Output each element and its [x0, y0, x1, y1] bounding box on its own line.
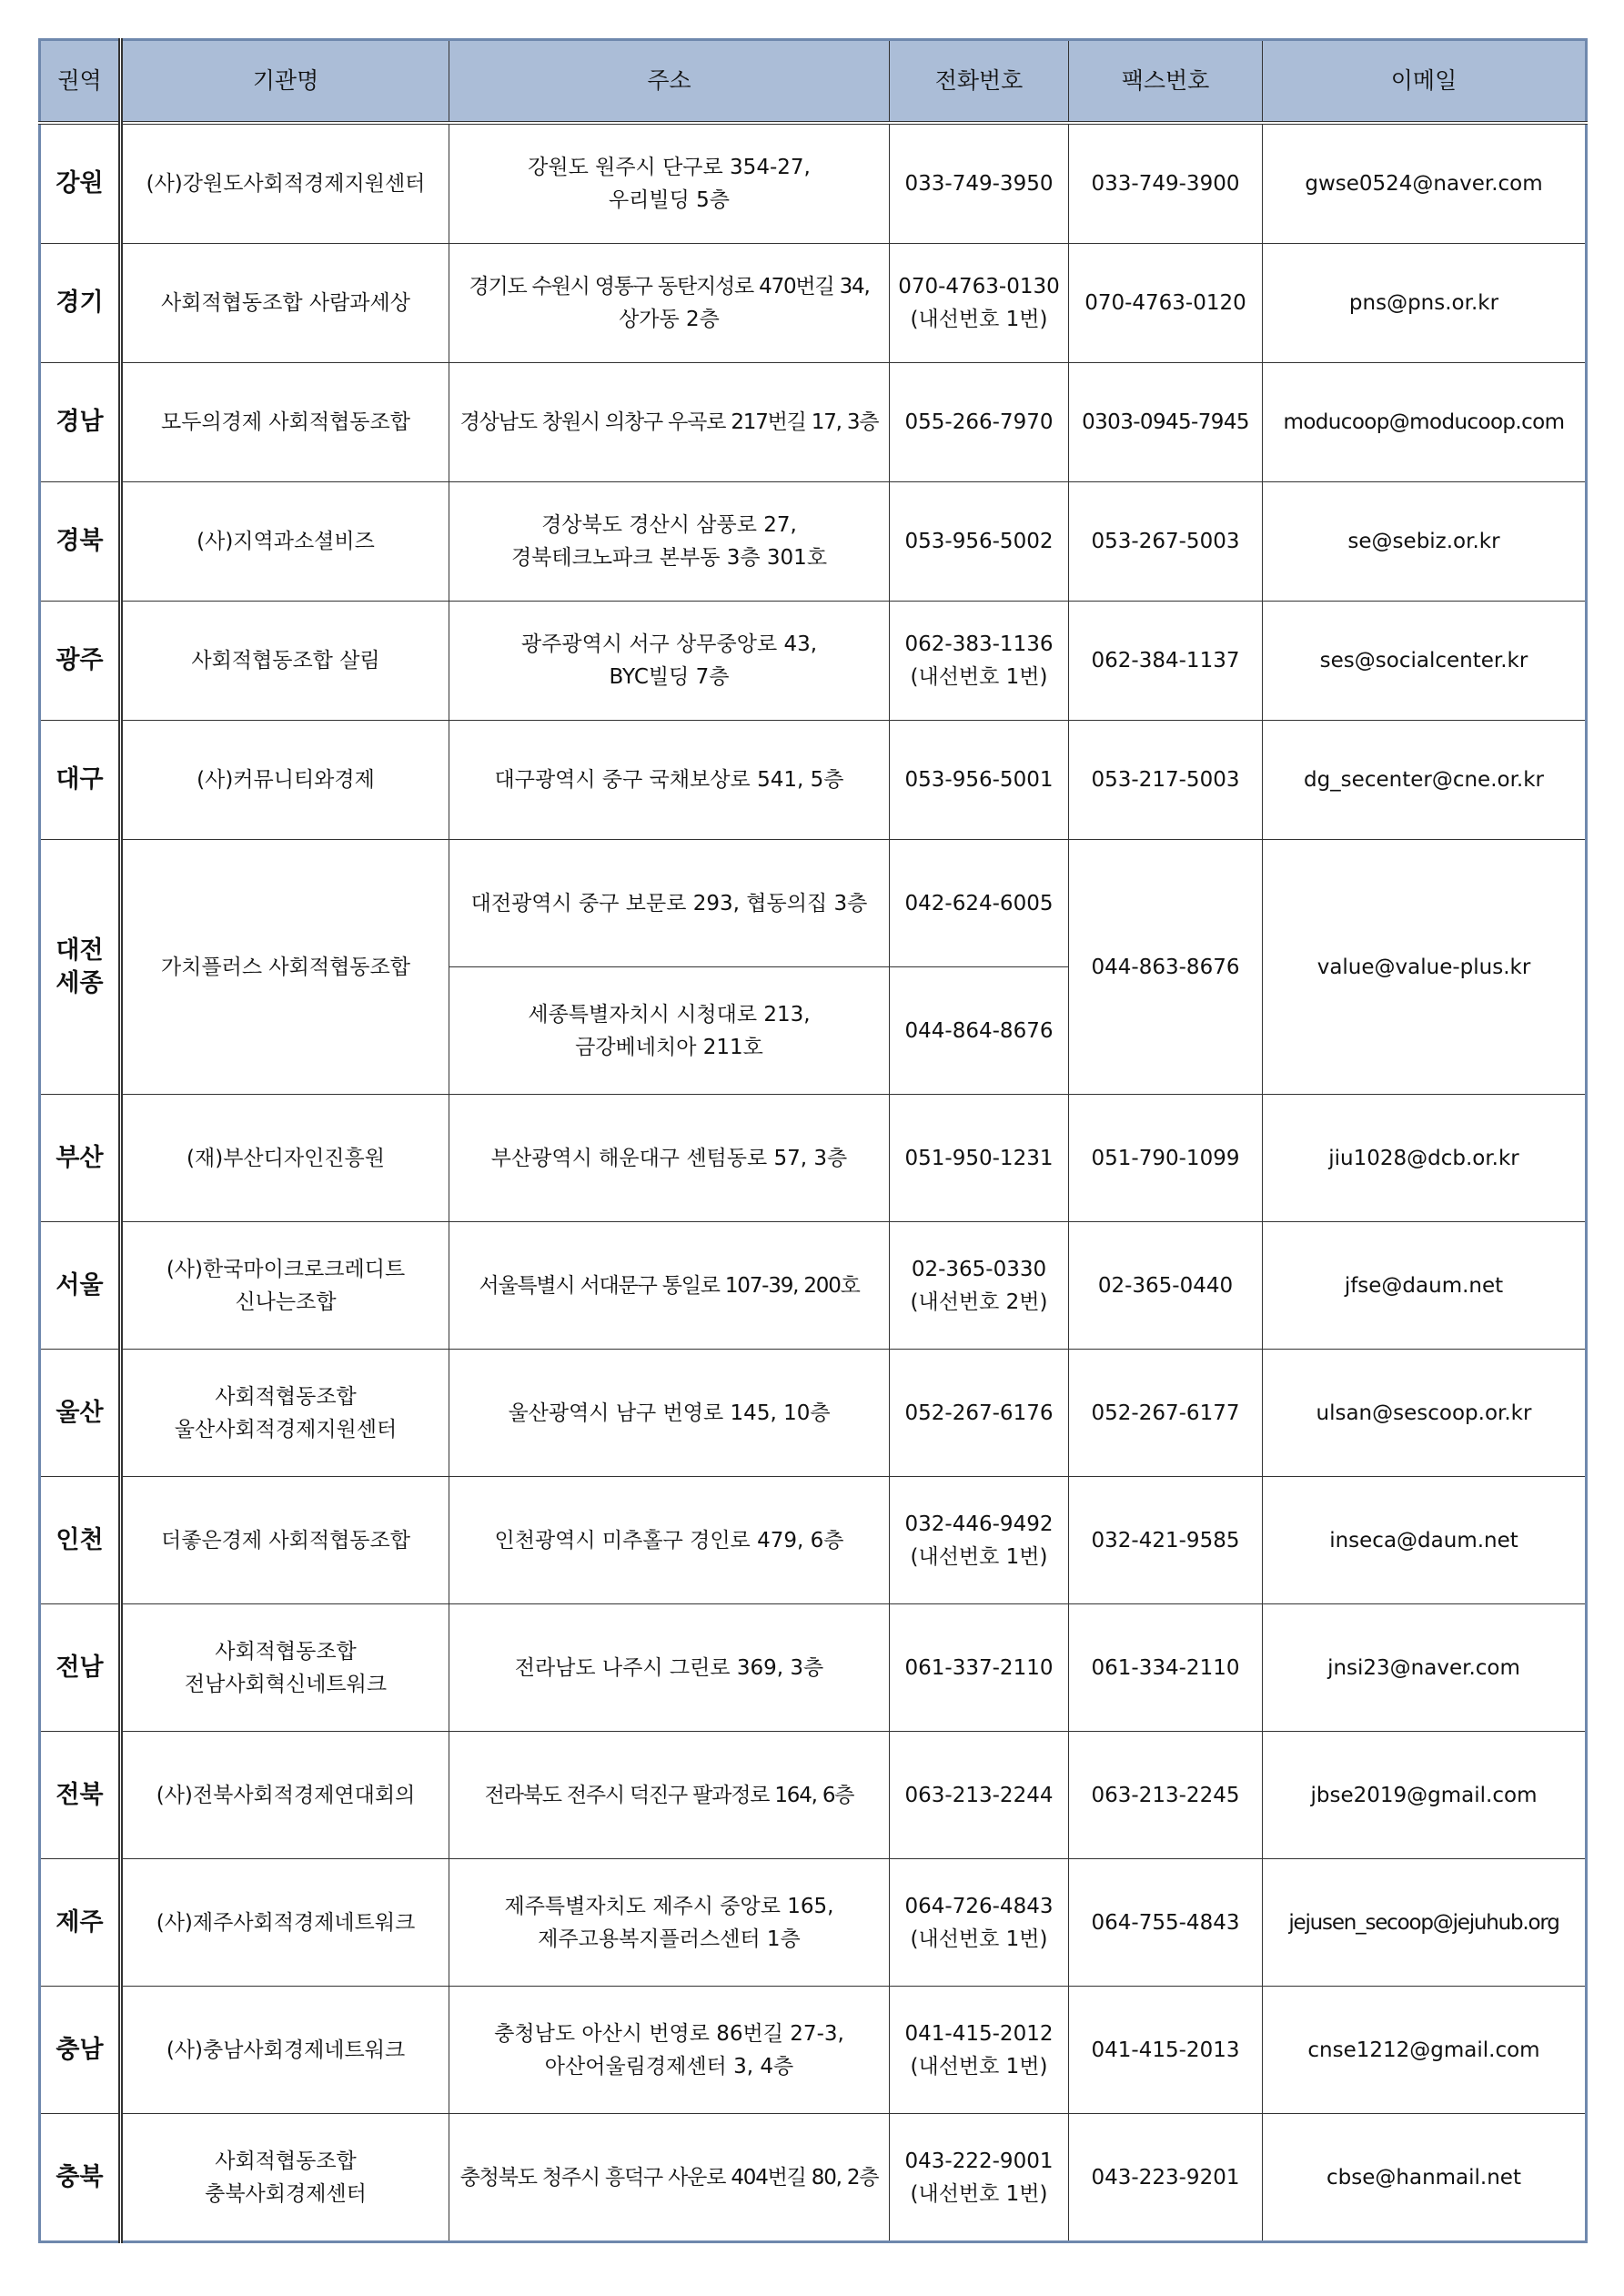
phone-cell: 042-624-6005 — [890, 840, 1069, 967]
org-line: 사회적협동조합 — [215, 1639, 357, 1664]
org-cell — [121, 1987, 449, 2114]
org-line: 전남사회혁신네트워크 — [184, 1672, 388, 1696]
email-cell: se@sebiz.or.kr — [1263, 482, 1587, 602]
table-row — [40, 1350, 1587, 1477]
address-line: 경기도 수원시 영통구 동탄지성로 470번길 34, — [469, 275, 870, 298]
phone-line: 053-956-5001 — [904, 768, 1054, 792]
phone-extension: (내선번호 2번) — [910, 1290, 1048, 1314]
phone-cell — [890, 2114, 1069, 2242]
phone-cell — [890, 602, 1069, 721]
table-row — [40, 1222, 1587, 1350]
address-cell — [449, 1859, 890, 1987]
region-cell: 대구 — [40, 721, 121, 840]
org-cell — [121, 1604, 449, 1732]
address-cell — [449, 1095, 890, 1222]
phone-line: 051-950-1231 — [904, 1146, 1054, 1170]
address-line: 금강베네치아 211호 — [575, 1035, 763, 1059]
email-cell: jejusen_secoop@jejuhub.org — [1263, 1859, 1587, 1987]
header-address: 주소 — [449, 40, 890, 124]
address-line: 충청남도 아산시 번영로 86번길 27-3, — [494, 2021, 844, 2046]
fax-cell: 053-217-5003 — [1069, 721, 1263, 840]
email-cell: inseca@daum.net — [1263, 1477, 1587, 1604]
address-cell — [449, 840, 890, 967]
address-line: 인천광역시 미추홀구 경인로 479, 6층 — [494, 1528, 844, 1553]
phone-cell — [890, 482, 1069, 602]
table-row — [40, 1732, 1587, 1859]
phone-line: 064-726-4843 — [904, 1894, 1054, 1918]
region-line: 대전 — [55, 936, 104, 965]
address-line: 강원도 원주시 단구로 354-27, — [528, 156, 811, 179]
email-cell: value@value-plus.kr — [1263, 840, 1587, 1095]
org-cell — [121, 1350, 449, 1477]
address-cell — [449, 1732, 890, 1859]
phone-cell — [890, 244, 1069, 363]
org-cell — [121, 721, 449, 840]
region-cell — [40, 840, 121, 1095]
phone-extension: (내선번호 1번) — [910, 308, 1048, 331]
table-row — [40, 1859, 1587, 1987]
phone-cell — [890, 123, 1069, 244]
org-cell — [121, 1859, 449, 1987]
fax-cell: 041-415-2013 — [1069, 1987, 1263, 2114]
table-row — [40, 1095, 1587, 1222]
fax-cell: 02-365-0440 — [1069, 1222, 1263, 1350]
org-cell — [121, 1732, 449, 1859]
fax-cell: 061-334-2110 — [1069, 1604, 1263, 1732]
phone-cell — [890, 1604, 1069, 1732]
phone-cell — [890, 1222, 1069, 1350]
header-org: 기관명 — [121, 40, 449, 124]
org-line: 사회적협동조합 사람과세상 — [161, 291, 410, 315]
org-line: 사회적협동조합 — [215, 1384, 357, 1409]
fax-cell: 063-213-2245 — [1069, 1732, 1263, 1859]
org-line: 신나는조합 — [235, 1290, 337, 1314]
phone-cell — [890, 1732, 1069, 1859]
org-line: (사)강원도사회적경제지원센터 — [146, 172, 426, 196]
email-cell: jbse2019@gmail.com — [1263, 1732, 1587, 1859]
address-line: 광주광역시 서구 상무중앙로 43, — [520, 632, 818, 656]
org-cell — [121, 1095, 449, 1222]
table-row — [40, 1604, 1587, 1732]
org-line: (사)충남사회경제네트워크 — [166, 2038, 406, 2062]
region-cell: 충남 — [40, 1987, 121, 2114]
org-cell — [121, 244, 449, 363]
email-cell: ses@socialcenter.kr — [1263, 602, 1587, 721]
table-row — [40, 363, 1587, 482]
email-cell: cbse@hanmail.net — [1263, 2114, 1587, 2242]
org-line: (사)제주사회적경제네트워크 — [156, 1910, 416, 1935]
email-cell: pns@pns.or.kr — [1263, 244, 1587, 363]
phone-cell — [890, 721, 1069, 840]
address-line: 제주고용복지플러스센터 1층 — [538, 1927, 801, 1951]
table-row — [40, 244, 1587, 363]
table-row — [40, 602, 1587, 721]
region-cell: 인천 — [40, 1477, 121, 1604]
region-cell: 전북 — [40, 1732, 121, 1859]
email-cell: jnsi23@naver.com — [1263, 1604, 1587, 1732]
address-line: 전라북도 전주시 덕진구 팔과정로 164, 6층 — [484, 1783, 854, 1807]
org-line: 울산사회적경제지원센터 — [174, 1417, 398, 1441]
phone-line: 070-4763-0130 — [898, 275, 1060, 298]
phone-line: 062-383-1136 — [904, 632, 1054, 656]
table-row — [40, 721, 1587, 840]
org-cell — [121, 1477, 449, 1604]
phone-line: 041-415-2012 — [904, 2021, 1054, 2046]
org-cell — [121, 482, 449, 602]
address-cell — [449, 602, 890, 721]
phone-extension: (내선번호 1번) — [910, 665, 1048, 689]
org-line: 사회적협동조합 살림 — [191, 649, 380, 673]
address-cell — [449, 482, 890, 602]
address-line: 상가동 2층 — [619, 308, 720, 331]
address-line: 서울특별시 서대문구 통일로 107-39, 200호 — [479, 1273, 860, 1298]
email-cell: dg_secenter@cne.or.kr — [1263, 721, 1587, 840]
email-cell: ulsan@sescoop.or.kr — [1263, 1350, 1587, 1477]
phone-cell — [890, 363, 1069, 482]
phone-line: 052-267-6176 — [904, 1401, 1054, 1425]
org-cell — [121, 1222, 449, 1350]
address-line: 충청북도 청주시 흥덕구 사운로 404번길 80, 2층 — [459, 2165, 879, 2190]
region-cell: 경북 — [40, 482, 121, 602]
address-line: 아산어울림경제센터 3, 4층 — [544, 2054, 794, 2079]
phone-line: 02-365-0330 — [911, 1257, 1047, 1281]
region-cell: 울산 — [40, 1350, 121, 1477]
org-line: (사)한국마이크로크레디트 — [166, 1257, 406, 1281]
address-line: 전라남도 나주시 그린로 369, 3층 — [514, 1655, 824, 1680]
table-row — [40, 2114, 1587, 2242]
region-cell: 경기 — [40, 244, 121, 363]
fax-cell: 062-384-1137 — [1069, 602, 1263, 721]
address-line: 경상남도 창원시 의창구 우곡로 217번길 17, 3층 — [459, 410, 879, 434]
org-cell — [121, 2114, 449, 2242]
phone-line: 043-222-9001 — [904, 2149, 1054, 2173]
address-line: 부산광역시 해운대구 센텀동로 57, 3층 — [490, 1146, 848, 1170]
phone-cell — [890, 1987, 1069, 2114]
phone-extension: (내선번호 1번) — [910, 2181, 1048, 2206]
address-cell — [449, 967, 890, 1095]
address-line: 울산광역시 남구 번영로 145, 10층 — [508, 1401, 831, 1425]
table-row — [40, 1987, 1587, 2114]
address-line: 제주특별자치도 제주시 중앙로 165, — [504, 1894, 834, 1918]
region-cell: 부산 — [40, 1095, 121, 1222]
org-line: (재)부산디자인진흥원 — [187, 1146, 385, 1170]
address-cell — [449, 721, 890, 840]
org-line: 더좋은경제 사회적협동조합 — [161, 1528, 410, 1553]
address-cell — [449, 2114, 890, 2242]
header-region: 권역 — [40, 40, 121, 124]
header-phone: 전화번호 — [890, 40, 1069, 124]
address-cell — [449, 1222, 890, 1350]
org-line: 충북사회경제센터 — [205, 2181, 367, 2206]
org-line: (사)커뮤니티와경제 — [197, 768, 375, 792]
phone-line: 055-266-7970 — [904, 410, 1054, 434]
agency-directory-table — [38, 38, 1588, 2243]
table-row — [40, 123, 1587, 244]
header-fax: 팩스번호 — [1069, 40, 1263, 124]
phone-cell — [890, 1095, 1069, 1222]
fax-cell: 044-863-8676 — [1069, 840, 1263, 1095]
address-line: 세종특별자치시 시청대로 213, — [528, 1002, 811, 1027]
address-cell — [449, 1604, 890, 1732]
phone-line: 033-749-3950 — [904, 172, 1054, 196]
org-line: 모두의경제 사회적협동조합 — [161, 410, 410, 434]
fax-cell: 053-267-5003 — [1069, 482, 1263, 602]
region-cell: 제주 — [40, 1859, 121, 1987]
address-line: 대구광역시 중구 국채보상로 541, 5층 — [494, 768, 844, 792]
fax-cell: 064-755-4843 — [1069, 1859, 1263, 1987]
region-cell: 경남 — [40, 363, 121, 482]
fax-cell: 033-749-3900 — [1069, 123, 1263, 244]
address-cell — [449, 1987, 890, 2114]
table-row — [40, 482, 1587, 602]
address-line: BYC빌딩 7층 — [609, 665, 730, 689]
org-cell — [121, 602, 449, 721]
address-line: 경북테크노파크 본부동 3층 301호 — [510, 546, 828, 570]
fax-cell: 032-421-9585 — [1069, 1477, 1263, 1604]
region-cell: 강원 — [40, 123, 121, 244]
region-cell: 광주 — [40, 602, 121, 721]
phone-cell: 044-864-8676 — [890, 967, 1069, 1095]
table-row — [40, 1477, 1587, 1604]
phone-extension: (내선번호 1번) — [910, 1927, 1048, 1951]
address-cell — [449, 1350, 890, 1477]
fax-cell: 052-267-6177 — [1069, 1350, 1263, 1477]
address-cell — [449, 1477, 890, 1604]
phone-cell — [890, 1350, 1069, 1477]
phone-cell — [890, 1859, 1069, 1987]
region-line: 세종 — [55, 968, 104, 997]
email-cell: cnse1212@gmail.com — [1263, 1987, 1587, 2114]
region-cell: 충북 — [40, 2114, 121, 2242]
fax-cell: 070-4763-0120 — [1069, 244, 1263, 363]
email-cell: jiu1028@dcb.or.kr — [1263, 1095, 1587, 1222]
fax-cell: 051-790-1099 — [1069, 1095, 1263, 1222]
address-cell — [449, 244, 890, 363]
region-cell: 전남 — [40, 1604, 121, 1732]
email-cell: jfse@daum.net — [1263, 1222, 1587, 1350]
fax-cell: 0303-0945-7945 — [1069, 363, 1263, 482]
phone-line: 053-956-5002 — [904, 530, 1054, 553]
org-line: (사)지역과소셜비즈 — [197, 530, 375, 553]
address-line: 우리빌딩 5층 — [608, 188, 731, 212]
fax-cell: 043-223-9201 — [1069, 2114, 1263, 2242]
org-cell: 가치플러스 사회적협동조합 — [121, 840, 449, 1095]
address-cell — [449, 363, 890, 482]
org-line: (사)전북사회적경제연대회의 — [156, 1783, 416, 1807]
org-line: 사회적협동조합 — [215, 2149, 357, 2173]
address-line: 대전광역시 중구 보문로 293, 협동의집 3층 — [470, 891, 868, 915]
header-email: 이메일 — [1263, 40, 1587, 124]
phone-extension: (내선번호 1번) — [910, 1544, 1048, 1569]
phone-line: 061-337-2110 — [904, 1655, 1054, 1680]
region-cell: 서울 — [40, 1222, 121, 1350]
table-row — [40, 840, 1587, 967]
address-line: 경상북도 경산시 삼풍로 27, — [541, 513, 797, 537]
email-cell: moducoop@moducoop.com — [1263, 363, 1587, 482]
phone-cell — [890, 1477, 1069, 1604]
phone-line: 063-213-2244 — [904, 1783, 1054, 1807]
header-row — [40, 40, 1587, 124]
phone-extension: (내선번호 1번) — [910, 2054, 1048, 2079]
address-cell — [449, 123, 890, 244]
org-cell — [121, 123, 449, 244]
org-cell — [121, 363, 449, 482]
phone-line: 032-446-9492 — [904, 1512, 1054, 1536]
email-cell: gwse0524@naver.com — [1263, 123, 1587, 244]
